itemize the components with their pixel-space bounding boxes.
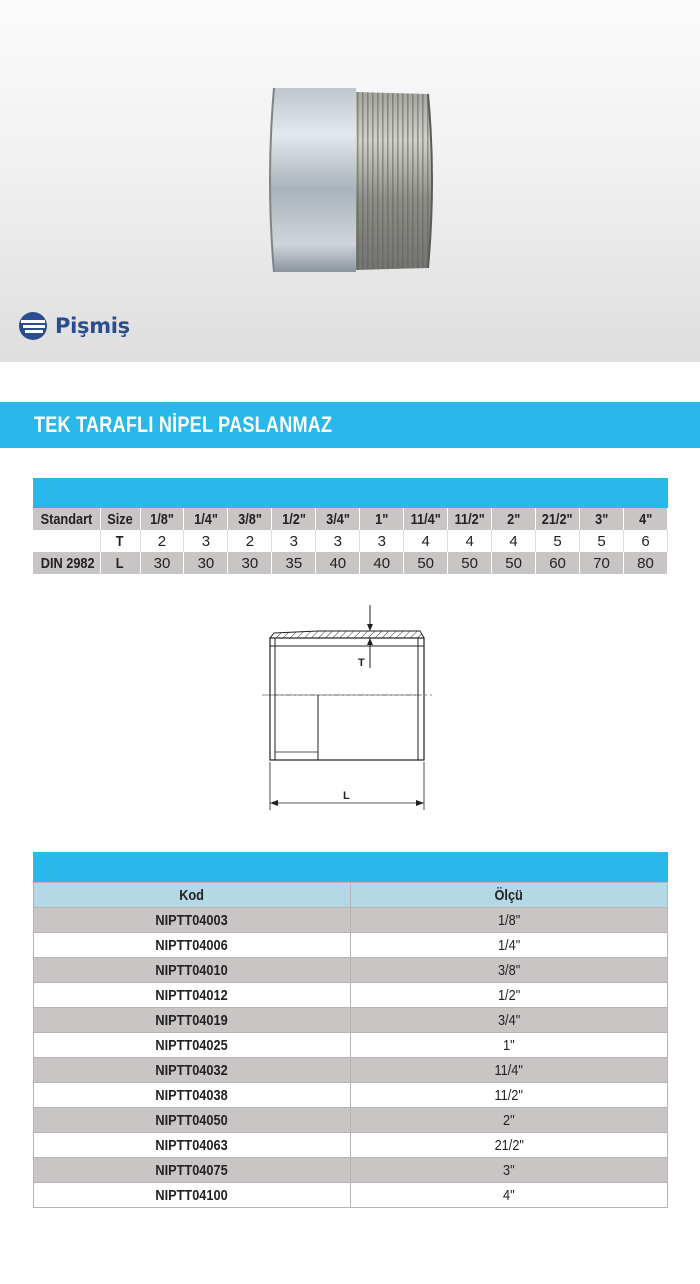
spec-table-section <box>33 478 668 574</box>
size-cell: 11/2" <box>448 508 492 530</box>
table-row <box>34 1133 668 1158</box>
table-row <box>34 958 668 983</box>
table-row <box>34 1058 668 1083</box>
t-value: 3 <box>316 530 360 552</box>
size-cell: 4" <box>351 1183 668 1208</box>
size-cell: 2" <box>351 1108 668 1133</box>
code-cell: NIPTT04025 <box>34 1033 351 1058</box>
t-value: 3 <box>360 530 404 552</box>
t-value: 5 <box>580 530 624 552</box>
l-value: 30 <box>184 552 228 574</box>
code-cell: NIPTT04003 <box>34 908 351 933</box>
hero-section <box>0 0 700 362</box>
t-value: 3 <box>184 530 228 552</box>
t-value: 4 <box>404 530 448 552</box>
row-l-key: L <box>100 552 140 574</box>
brand-name: Pişmiş <box>55 314 130 338</box>
size-cell: 4" <box>623 508 667 530</box>
size-cell: 3" <box>351 1158 668 1183</box>
code-table-section <box>33 852 668 1208</box>
l-value: 60 <box>536 552 580 574</box>
size-cell: 3/4" <box>351 1008 668 1033</box>
code-table-bar <box>33 852 668 882</box>
l-value: 50 <box>492 552 536 574</box>
size-cell: 11/2" <box>351 1083 668 1108</box>
l-value: 35 <box>272 552 316 574</box>
code-header-row <box>34 883 668 908</box>
code-cell: NIPTT04075 <box>34 1158 351 1183</box>
l-value: 80 <box>623 552 667 574</box>
row-l-label: DIN 2982 <box>33 552 100 574</box>
length-label: L <box>343 790 350 802</box>
l-value: 50 <box>404 552 448 574</box>
size-cell: 3" <box>580 508 624 530</box>
product-photo <box>262 80 442 280</box>
row-t-key: T <box>100 530 140 552</box>
size-cell: 1/8" <box>351 908 668 933</box>
size-header: Size <box>100 508 140 530</box>
code-table <box>33 882 668 1208</box>
table-row <box>34 1108 668 1133</box>
code-cell: NIPTT04032 <box>34 1058 351 1083</box>
l-value: 30 <box>228 552 272 574</box>
t-value: 6 <box>623 530 667 552</box>
l-value: 50 <box>448 552 492 574</box>
size-cell: 1" <box>351 1033 668 1058</box>
pismis-logo-icon <box>18 311 48 341</box>
product-title-banner <box>0 402 700 448</box>
spec-header-row <box>33 508 668 530</box>
table-row <box>34 1158 668 1183</box>
code-cell: NIPTT04050 <box>34 1108 351 1133</box>
code-cell: NIPTT04010 <box>34 958 351 983</box>
size-cell: 1" <box>360 508 404 530</box>
l-value: 40 <box>316 552 360 574</box>
t-value: 5 <box>536 530 580 552</box>
spec-table-bar <box>33 478 668 508</box>
table-row <box>34 1083 668 1108</box>
table-row <box>34 1008 668 1033</box>
size-cell: 11/4" <box>404 508 448 530</box>
table-row <box>34 1183 668 1208</box>
code-header: Kod <box>34 883 351 908</box>
code-cell: NIPTT04038 <box>34 1083 351 1108</box>
thickness-label: T <box>358 657 365 669</box>
size-cell: 3/8" <box>228 508 272 530</box>
size-cell: 1/8" <box>140 508 184 530</box>
table-row <box>34 933 668 958</box>
t-value: 2 <box>228 530 272 552</box>
product-title: TEK TARAFLI NİPEL PASLANMAZ <box>34 412 333 437</box>
size-cell: 21/2" <box>536 508 580 530</box>
t-value: 4 <box>448 530 492 552</box>
l-value: 70 <box>580 552 624 574</box>
table-row <box>34 908 668 933</box>
code-cell: NIPTT04019 <box>34 1008 351 1033</box>
l-value: 40 <box>360 552 404 574</box>
table-row <box>34 983 668 1008</box>
size-cell: 2" <box>492 508 536 530</box>
brand-logo <box>18 311 130 341</box>
size-cell: 1/2" <box>351 983 668 1008</box>
code-cell: NIPTT04006 <box>34 933 351 958</box>
size-cell: 3/8" <box>351 958 668 983</box>
spec-row-l <box>33 552 668 574</box>
t-value: 4 <box>492 530 536 552</box>
code-cell: NIPTT04100 <box>34 1183 351 1208</box>
code-cell: NIPTT04012 <box>34 983 351 1008</box>
size-cell: 1/4" <box>184 508 228 530</box>
spec-table <box>33 508 668 574</box>
l-value: 30 <box>140 552 184 574</box>
t-value: 2 <box>140 530 184 552</box>
size-cell: 3/4" <box>316 508 360 530</box>
standard-header: Standart <box>33 508 100 530</box>
technical-drawing <box>250 600 450 815</box>
size-header: Ölçü <box>351 883 668 908</box>
t-value: 3 <box>272 530 316 552</box>
spec-row-t <box>33 530 668 552</box>
size-cell: 21/2" <box>351 1133 668 1158</box>
size-cell: 1/4" <box>351 933 668 958</box>
size-cell: 11/4" <box>351 1058 668 1083</box>
size-cell: 1/2" <box>272 508 316 530</box>
row-t-label <box>33 530 100 552</box>
code-cell: NIPTT04063 <box>34 1133 351 1158</box>
table-row <box>34 1033 668 1058</box>
